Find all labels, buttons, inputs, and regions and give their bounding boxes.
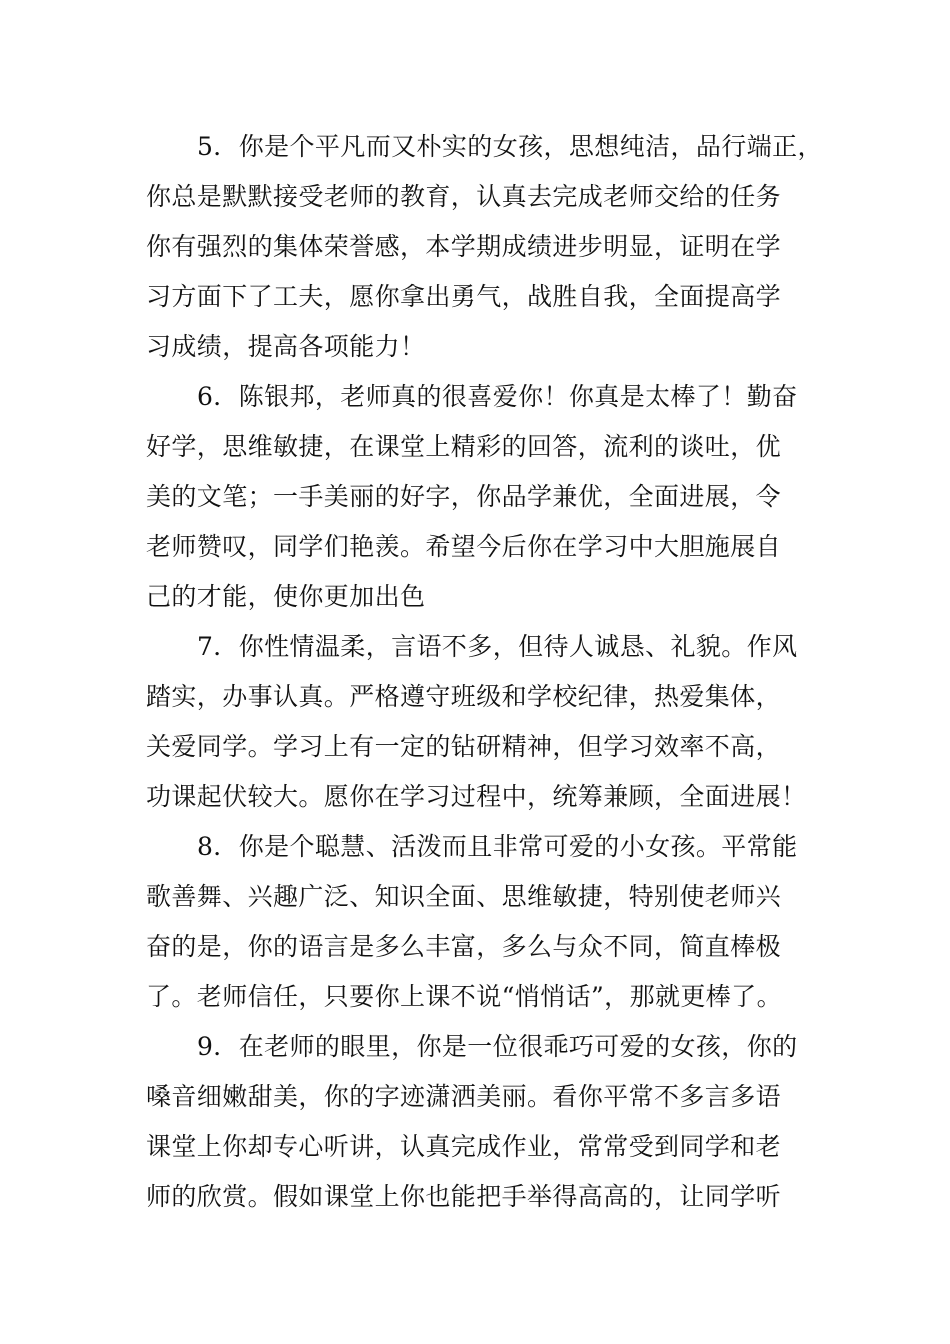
- text-line: 美的文笔；一手美丽的好字，你品学兼优，全面进展，令: [146, 482, 782, 511]
- paragraph-9: [146, 1022, 836, 1222]
- text-line: 了。老师信任，只要你上课不说“悄悄话”，那就更棒了。: [146, 982, 782, 1011]
- text-line: 习方面下了工夫，愿你拿出勇气，战胜自我，全面提高学: [146, 282, 782, 311]
- text-line: 6．陈银邦，老师真的很喜爱你！你真是太棒了！勤奋: [197, 382, 798, 411]
- text-line: 关爱同学。学习上有一定的钻研精神，但学习效率不高，: [146, 732, 782, 761]
- text-line: 7．你性情温柔，言语不多，但待人诚恳、礼貌。作风: [197, 632, 798, 661]
- text-line: 5．你是个平凡而又朴实的女孩，思想纯洁，品行端正，: [197, 132, 823, 161]
- paragraph-7: [146, 622, 836, 822]
- text-line: 踏实，办事认真。严格遵守班级和学校纪律，热爱集体，: [146, 682, 782, 711]
- paragraph-6: [146, 372, 836, 622]
- text-line: 课堂上你却专心听讲，认真完成作业，常常受到同学和老: [146, 1132, 782, 1161]
- text-line: 嗓音细嫩甜美，你的字迹潇洒美丽。看你平常不多言多语: [146, 1082, 782, 1111]
- text-line: 9．在老师的眼里，你是一位很乖巧可爱的女孩，你的: [197, 1032, 798, 1061]
- text-line: 师的欣赏。假如课堂上你也能把手举得高高的，让同学听: [146, 1182, 782, 1211]
- text-line: 好学，思维敏捷，在课堂上精彩的回答，流利的谈吐，优: [146, 432, 782, 461]
- text-line: 老师赞叹，同学们艳羡。希望今后你在学习中大胆施展自: [146, 532, 782, 561]
- text-line: 你有强烈的集体荣誉感，本学期成绩进步明显，证明在学: [146, 232, 782, 261]
- text-line: 习成绩，提高各项能力！: [146, 332, 426, 361]
- document-body: [146, 122, 836, 1222]
- text-line: 奋的是，你的语言是多么丰富，多么与众不同，简直棒极: [146, 932, 782, 961]
- text-line: 8．你是个聪慧、活泼而且非常可爱的小女孩。平常能: [197, 832, 798, 861]
- text-line: 你总是默默接受老师的教育，认真去完成老师交给的任务: [146, 182, 782, 211]
- text-line: 己的才能，使你更加出色: [146, 582, 426, 611]
- paragraph-8: [146, 822, 836, 1022]
- paragraph-5: [146, 122, 836, 372]
- text-line: 功课起伏较大。愿你在学习过程中，统筹兼顾，全面进展！: [146, 782, 807, 811]
- text-line: 歌善舞、兴趣广泛、知识全面、思维敏捷，特别使老师兴: [146, 882, 782, 911]
